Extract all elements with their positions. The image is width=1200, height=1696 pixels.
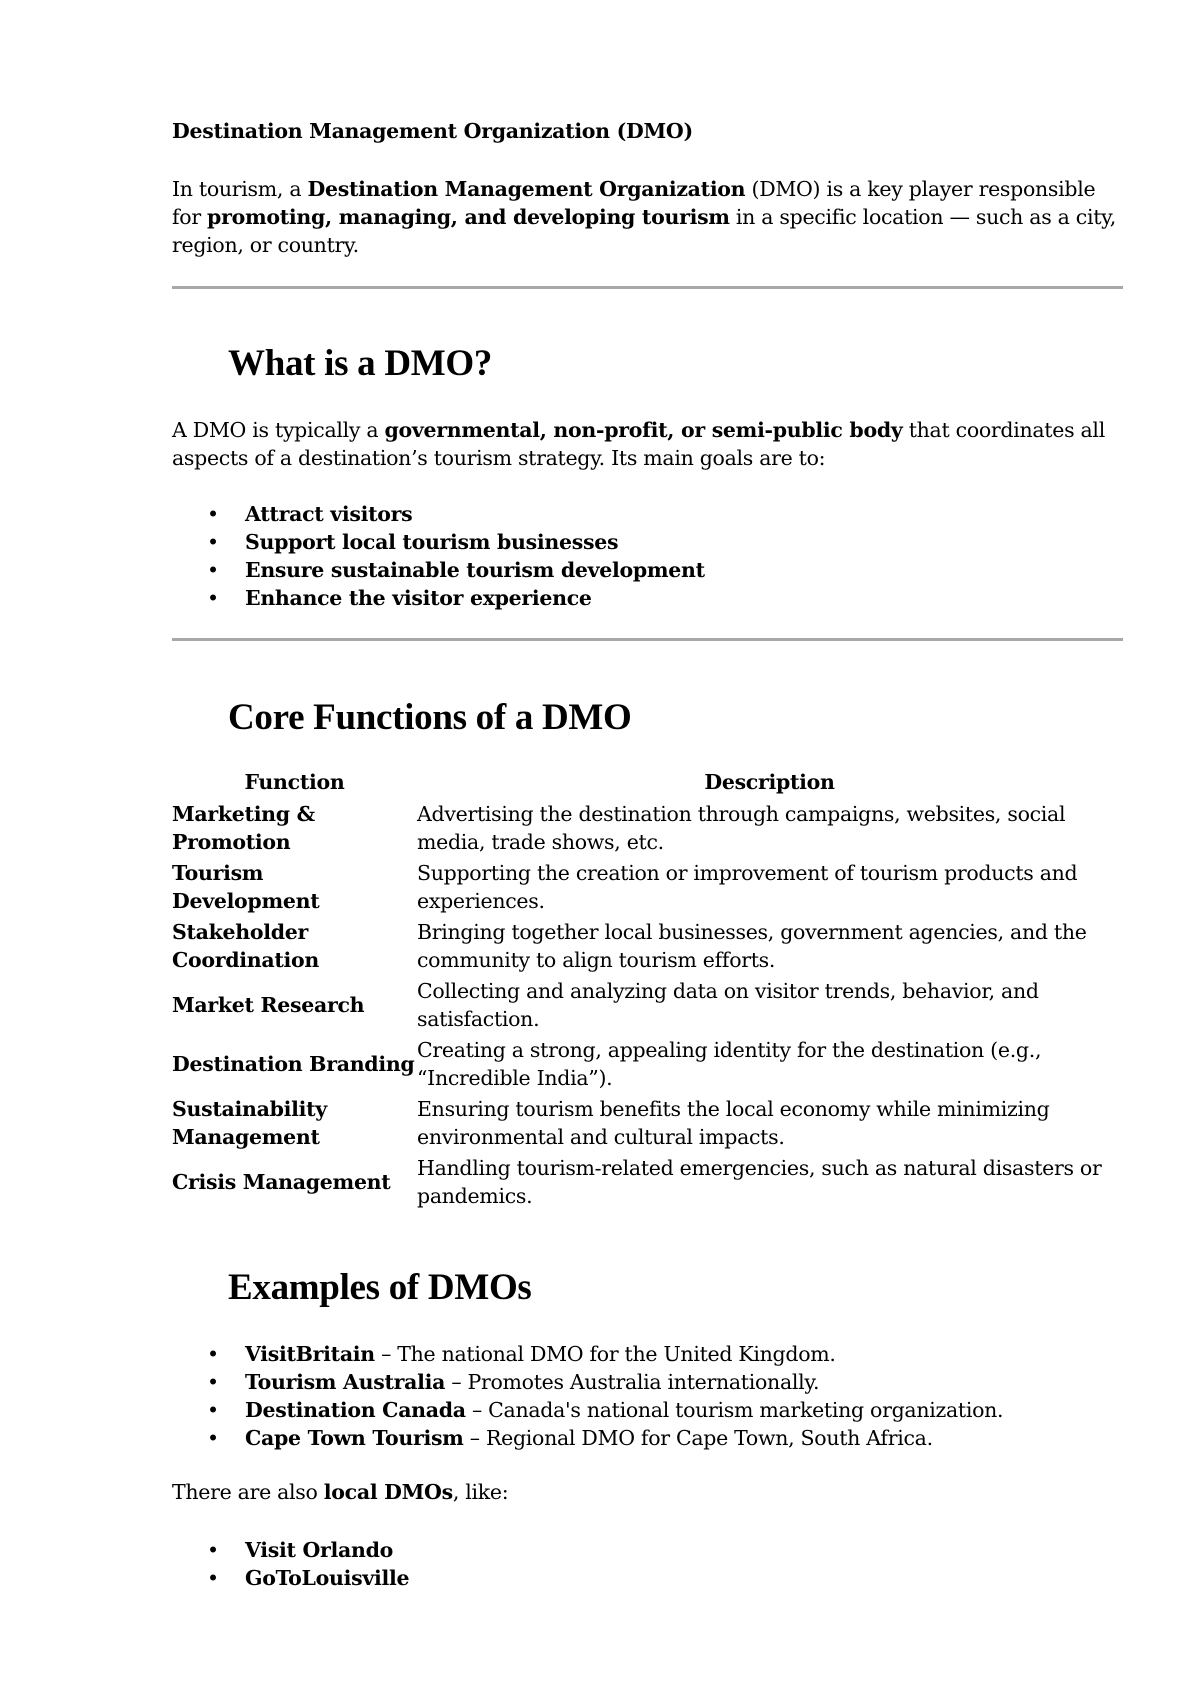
function-cell: Market Research <box>172 992 365 1017</box>
local-bold-term: local DMOs <box>323 1480 453 1504</box>
example-name: VisitBritain <box>245 1342 375 1366</box>
function-cell: Tourism Development <box>172 860 320 913</box>
description-cell: Collecting and analyzing data on visitor trends, behavior, and satisfaction. <box>417 978 1039 1031</box>
description-cell: Ensuring tourism benefits the local economy while minimizing environmental and cultural impacts. <box>417 1096 1050 1149</box>
example-text: – Regional DMO for Cape Town, South Africa. <box>463 1426 933 1450</box>
goal-label: Ensure sustainable tourism development <box>245 558 705 582</box>
table-row <box>172 857 1122 916</box>
intro-text: in a specific location — such as a city, region, or country. <box>172 205 1116 257</box>
table-row <box>172 916 1122 975</box>
examples-list <box>172 1340 1003 1452</box>
description-cell: Supporting the creation or improvement of tourism products and experiences. <box>417 860 1078 913</box>
what-bold-phrase: governmental, non-profit, or semi-public body <box>384 418 903 442</box>
table-row <box>172 798 1122 857</box>
list-item <box>172 1396 1003 1424</box>
horizontal-rule <box>172 286 1123 289</box>
example-name: Cape Town Tourism <box>245 1426 464 1450</box>
what-paragraph <box>172 416 1122 472</box>
description-cell: Creating a strong, appealing identity for the destination (e.g., “Incredible India”). <box>417 1037 1042 1090</box>
column-header-function: Function <box>244 770 345 794</box>
list-item <box>172 528 705 556</box>
table-row <box>172 1093 1122 1152</box>
table-row <box>172 1152 1122 1211</box>
example-text: – Canada's national tourism marketing organization. <box>465 1398 1004 1422</box>
description-cell: Advertising the destination through campaigns, websites, social media, trade shows, etc. <box>417 801 1066 854</box>
intro-bold-term: Destination Management Organization <box>307 177 746 201</box>
example-name: Tourism Australia <box>245 1370 446 1394</box>
function-cell: Destination Branding <box>172 1051 415 1076</box>
description-cell: Handling tourism-related emergencies, such as natural disasters or pandemics. <box>417 1155 1102 1208</box>
goal-label: Enhance the visitor experience <box>245 586 592 610</box>
intro-text: (DMO) is a key player responsible for <box>172 177 1096 229</box>
list-item <box>172 584 705 612</box>
description-cell: Bringing together local businesses, government agencies, and the community to align tourism efforts. <box>417 919 1087 972</box>
function-cell: Sustainability Management <box>172 1096 327 1149</box>
document-title: Destination Management Organization (DMO) <box>172 119 693 143</box>
local-text: There are also <box>172 1480 324 1504</box>
list-item <box>172 556 705 584</box>
section-heading-what: What is a DMO? <box>228 343 493 384</box>
goal-label: Attract visitors <box>245 502 413 526</box>
local-dmo-paragraph <box>172 1478 1122 1506</box>
table-row <box>172 1034 1122 1093</box>
example-name: Destination Canada <box>245 1398 466 1422</box>
example-text: – Promotes Australia internationally. <box>445 1370 820 1394</box>
goals-list <box>172 500 705 612</box>
column-header-description: Description <box>704 770 835 794</box>
horizontal-rule <box>172 638 1123 641</box>
what-text: that coordinates all aspects of a destination’s tourism strategy. Its main goals are to: <box>172 418 1105 470</box>
table-row <box>172 975 1122 1034</box>
table-header-row <box>172 768 1122 798</box>
local-text: , like: <box>452 1480 509 1504</box>
list-item <box>172 1424 1003 1452</box>
intro-text: In tourism, a <box>172 177 308 201</box>
function-cell: Marketing & Promotion <box>172 801 315 854</box>
local-dmo-name: Visit Orlando <box>245 1538 394 1562</box>
section-heading-examples: Examples of DMOs <box>228 1267 532 1308</box>
list-item <box>172 1564 409 1592</box>
what-text: A DMO is typically a <box>172 418 385 442</box>
example-text: – The national DMO for the United Kingdom. <box>374 1342 836 1366</box>
local-dmo-list <box>172 1536 409 1592</box>
functions-table <box>172 768 1122 1211</box>
section-heading-core: Core Functions of a DMO <box>228 697 632 738</box>
local-dmo-name: GoToLouisville <box>245 1566 410 1590</box>
list-item <box>172 1368 1003 1396</box>
intro-bold-phrase: promoting, managing, and developing tourism <box>207 205 730 229</box>
list-item <box>172 1536 409 1564</box>
list-item <box>172 500 705 528</box>
intro-paragraph <box>172 175 1122 259</box>
function-cell: Crisis Management <box>172 1169 391 1194</box>
goal-label: Support local tourism businesses <box>245 530 619 554</box>
list-item <box>172 1340 1003 1368</box>
function-cell: Stakeholder Coordination <box>172 919 320 972</box>
